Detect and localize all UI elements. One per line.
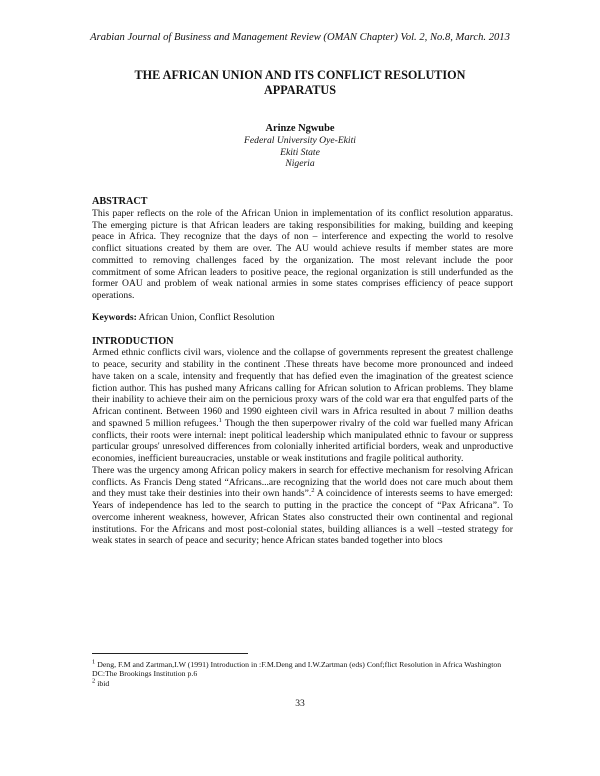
footnote-1-text: Deng, F.M and Zartman,I.W (1991) Introduction in :F.M.Deng and I.W.Zartman (eds) Conf;flict Resolution in Africa Washington DC:The Brookings Institution p.6 <box>92 660 502 679</box>
footnote-ref-2[interactable]: 2 <box>311 487 315 495</box>
introduction-paragraph-2 <box>92 465 513 547</box>
intro-p1-text-a: Armed ethnic conflicts civil wars, violence and the collapse of governments represent the greatest challenge to peace, security and stability in the continent .These threats have become more pronounced and indeed have taken on a scale, intensity and frequently that has defied even the imagination of the greatest science fiction author. This has pushed many Africans calling for African solution to African problems. They blame their inability to achieve their aim on the pernicious proxy wars of the cold war era that engulfed parts of the African continent. Between 1960 and 1990 eighteen civil wars in Africa resulted in about 7 million deaths and spawned 5 million refugees. <box>92 347 513 429</box>
introduction-paragraph-1 <box>92 347 513 465</box>
footnote-1-mark: 1 <box>92 658 96 666</box>
footnote-2-mark: 2 <box>92 677 96 685</box>
intro-p1-text-b: Though the then superpower rivalry of the cold war fuelled many African conflicts, their roots were internal: inept political leadership which manipulated ethnic to favour or suppress particular groups' unresolved differences from colonially inherited artificial borders, weak and unproductive economies, inefficient bureaucracies, unstable or weak institutions and fragile political authority. <box>92 417 513 464</box>
author-affiliation-1: Federal University Oye-Ekiti <box>244 135 356 147</box>
abstract-heading: ABSTRACT <box>92 196 148 207</box>
author-affiliation-3: Nigeria <box>285 158 315 170</box>
footnote-2-text: ibid <box>95 678 110 688</box>
paper-body <box>92 196 513 547</box>
footnote-1 <box>92 660 513 679</box>
footnote-divider <box>92 653 248 654</box>
intro-p2-text-a: There was the urgency among African policy makers in search for effective mechanism for resolving African conflicts. As Francis Deng stated “Africans...are recognizing that the world does not care much about them and they must take their destinies into their own hands”. <box>92 464 513 500</box>
author-affiliation-2: Ekiti State <box>280 146 320 158</box>
footnote-ref-1[interactable]: 1 <box>218 416 222 424</box>
journal-header: Arabian Journal of Business and Management Review (OMAN Chapter) Vol. 2, No.8, March. 2013 <box>90 32 510 43</box>
keywords-line <box>92 312 513 324</box>
intro-p2-text-b: A coincidence of interests seems to have emerged: Years of independence has led to the search to putting in the practice the concept of “Pax Africana”. To overcome inherent weakness, however, African States also constructed their own continental and regional institutions. For the Africans and most post-colonial states, building alliances is a well –tested strategy for weak states in search of peace and security; hence African states banded together into blocs <box>92 488 513 547</box>
title-line-1: THE AFRICAN UNION AND ITS CONFLICT RESOLUTION <box>134 68 466 82</box>
author-block <box>0 123 600 170</box>
paper-title <box>0 68 600 98</box>
page-number: 33 <box>295 698 305 709</box>
author-name: Arinze Ngwube <box>265 123 335 134</box>
introduction-heading: INTRODUCTION <box>92 335 174 347</box>
keywords-text: African Union, Conflict Resolution <box>138 311 275 323</box>
title-line-2: APPARATUS <box>264 83 336 97</box>
abstract-text: This paper reflects on the role of the African Union in implementation of its conflict resolution apparatus. The emerging picture is that African leaders are taking responsibilities for making, building and keeping peace in Africa. They recognize that the days of non – interference and expecting the world to resolve conflict situations created by them are over. The AU would achieve results if member states are more committed to removing challenges faced by the organization. The most relevant include the poor commitment of some African leaders to positive peace, the regional organization is still underfunded as the former OAU and problem of weak national armies in some states comprises efficiency of peace support operations. <box>92 207 513 301</box>
footnotes <box>92 660 513 688</box>
footnote-2 <box>92 679 513 688</box>
keywords-label: Keywords: <box>92 311 137 323</box>
